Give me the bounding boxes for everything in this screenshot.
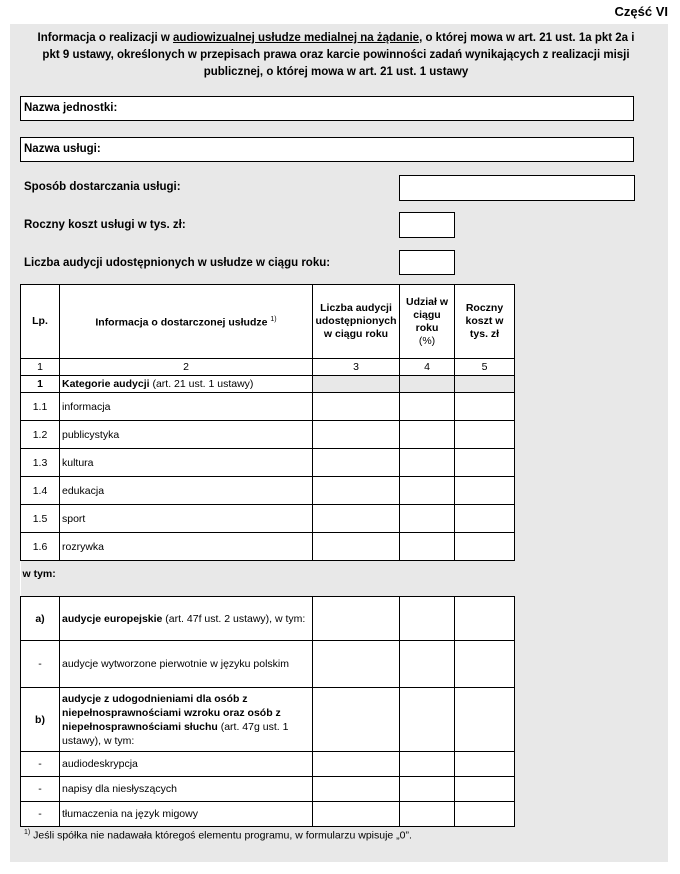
row-lp: - <box>21 641 60 688</box>
table-row <box>21 641 515 688</box>
section-label <box>60 376 313 393</box>
count-cell[interactable] <box>313 393 400 421</box>
count-cell[interactable] <box>313 641 400 688</box>
row-label-rest: (art. 47f ust. 2 ustawy), w tym: <box>162 612 306 625</box>
delivery-method-label: Sposób dostarczania usługi: <box>24 181 181 193</box>
table-row-a <box>21 597 515 641</box>
service-name-field[interactable] <box>20 137 634 162</box>
cost-cell[interactable] <box>455 802 515 827</box>
section-cell <box>455 376 515 393</box>
count-cell[interactable] <box>313 802 400 827</box>
section-lp: 1 <box>21 376 60 393</box>
cost-cell[interactable] <box>455 752 515 777</box>
header-info-sup: 1) <box>270 316 277 324</box>
share-cell[interactable] <box>400 752 455 777</box>
row-label: audiodeskrypcja <box>60 752 313 777</box>
table-row <box>21 449 515 477</box>
broadcast-count-label: Liczba audycji udostępnionych w usłudze w ciągu roku: <box>24 257 331 269</box>
count-cell[interactable] <box>313 421 400 449</box>
cost-cell[interactable] <box>455 597 515 641</box>
cost-cell[interactable] <box>455 421 515 449</box>
spacer-row <box>21 587 515 597</box>
cost-cell[interactable] <box>455 393 515 421</box>
col-number: 3 <box>313 359 400 376</box>
share-cell[interactable] <box>400 777 455 802</box>
w-tym-label: w tym: <box>21 561 515 587</box>
col-number: 5 <box>455 359 515 376</box>
share-cell[interactable] <box>400 533 455 561</box>
share-cell[interactable] <box>400 688 455 752</box>
annual-cost-label: Roczny koszt usługi w tys. zł: <box>24 219 186 231</box>
unit-name-field[interactable] <box>20 96 634 121</box>
heading-post: , o której mowa w art. 21 ust. 1a pkt 2a i pkt 9 ustawy, określonych w przepisach prawa oraz karcie powinności zadań wynikających z realizacji misji publicznej, o której mowa w art. 21 ust. 1 ustawy <box>42 32 635 78</box>
table-row <box>21 393 515 421</box>
row-label: informacja <box>60 393 313 421</box>
share-cell[interactable] <box>400 802 455 827</box>
row-lp: - <box>21 777 60 802</box>
col-number: 1 <box>21 359 60 376</box>
section-cell <box>313 376 400 393</box>
annual-cost-input[interactable] <box>399 212 455 238</box>
table-row <box>21 777 515 802</box>
row-label-bold: audycje z udogodnieniami dla osób z niepełnosprawnościami wzroku oraz osób z niepełnosprawnościami słuchu <box>62 692 281 733</box>
header-info <box>60 285 313 359</box>
heading-pre: Informacja o realizacji w <box>37 32 174 44</box>
header-share-text: Udział w ciągu roku <box>405 295 448 334</box>
header-cost: Roczny koszt w tys. zł <box>455 285 515 359</box>
row-label: sport <box>60 505 313 533</box>
row-label: tłumaczenia na język migowy <box>60 802 313 827</box>
spacer-cell <box>21 587 515 597</box>
share-cell[interactable] <box>400 477 455 505</box>
table-row <box>21 477 515 505</box>
row-label: edukacja <box>60 477 313 505</box>
row-lp: 1.5 <box>21 505 60 533</box>
count-cell[interactable] <box>313 752 400 777</box>
table-row <box>21 802 515 827</box>
broadcast-count-input[interactable] <box>399 250 455 275</box>
cost-cell[interactable] <box>455 533 515 561</box>
column-number-row <box>21 359 515 376</box>
part-label: Część VI <box>614 4 668 19</box>
share-cell[interactable] <box>400 641 455 688</box>
share-cell[interactable] <box>400 505 455 533</box>
form-heading <box>28 30 644 81</box>
count-cell[interactable] <box>313 505 400 533</box>
count-cell[interactable] <box>313 449 400 477</box>
cost-cell[interactable] <box>455 777 515 802</box>
row-label: kultura <box>60 449 313 477</box>
table-row <box>21 421 515 449</box>
cost-cell[interactable] <box>455 477 515 505</box>
row-label: napisy dla niesłyszących <box>60 777 313 802</box>
cost-cell[interactable] <box>455 688 515 752</box>
table-header-row <box>21 285 515 359</box>
table-row-b <box>21 688 515 752</box>
share-cell[interactable] <box>400 421 455 449</box>
count-cell[interactable] <box>313 597 400 641</box>
row-label <box>60 688 313 752</box>
row-label: publicystyka <box>60 421 313 449</box>
share-cell[interactable] <box>400 597 455 641</box>
row-lp: - <box>21 802 60 827</box>
count-cell[interactable] <box>313 688 400 752</box>
service-info-table <box>20 284 515 827</box>
cost-cell[interactable] <box>455 449 515 477</box>
row-label-rest: (art. 47g ust. 1 ustawy), w tym: <box>62 720 289 747</box>
delivery-method-input[interactable] <box>399 175 635 201</box>
header-info-text: Informacja o dostarczonej usłudze <box>95 316 268 329</box>
count-cell[interactable] <box>313 533 400 561</box>
header-share <box>400 285 455 359</box>
row-lp: 1.2 <box>21 421 60 449</box>
col-number: 4 <box>400 359 455 376</box>
w-tym-row <box>21 561 515 587</box>
footnote <box>24 829 412 842</box>
row-label: rozrywka <box>60 533 313 561</box>
row-label: audycje wytworzone pierwotnie w języku polskim <box>60 641 313 688</box>
row-lp: 1.4 <box>21 477 60 505</box>
count-cell[interactable] <box>313 477 400 505</box>
table-row <box>21 533 515 561</box>
section-cell <box>400 376 455 393</box>
section-label-bold: Kategorie audycji <box>62 378 150 390</box>
unit-name-label: Nazwa jednostki: <box>24 102 118 114</box>
row-label-bold: audycje europejskie <box>62 612 163 625</box>
row-lp: - <box>21 752 60 777</box>
heading-underlined: audiowizualnej usłudze medialnej na żądanie <box>173 32 420 44</box>
footnote-text: Jeśli spółka nie nadawała któregoś elementu programu, w formularzu wpisuje „0”. <box>30 829 412 842</box>
section-label-rest: (art. 21 ust. 1 ustawy) <box>149 378 254 390</box>
cost-cell[interactable] <box>455 641 515 688</box>
cost-cell[interactable] <box>455 505 515 533</box>
header-share-unit: (%) <box>418 334 436 347</box>
count-cell[interactable] <box>313 777 400 802</box>
row-label <box>60 597 313 641</box>
share-cell[interactable] <box>400 449 455 477</box>
header-count: Liczba audycji udostępnionych w ciągu roku <box>313 285 400 359</box>
share-cell[interactable] <box>400 393 455 421</box>
row-lp: 1.3 <box>21 449 60 477</box>
row-lp: 1.6 <box>21 533 60 561</box>
section-categories-row <box>21 376 515 393</box>
table-row <box>21 752 515 777</box>
row-lp: a) <box>21 597 60 641</box>
service-name-label: Nazwa usługi: <box>24 143 101 155</box>
table-row <box>21 505 515 533</box>
row-lp: b) <box>21 688 60 752</box>
col-number: 2 <box>60 359 313 376</box>
row-lp: 1.1 <box>21 393 60 421</box>
footnote-sup: 1) <box>24 829 31 836</box>
header-lp: Lp. <box>21 285 60 359</box>
